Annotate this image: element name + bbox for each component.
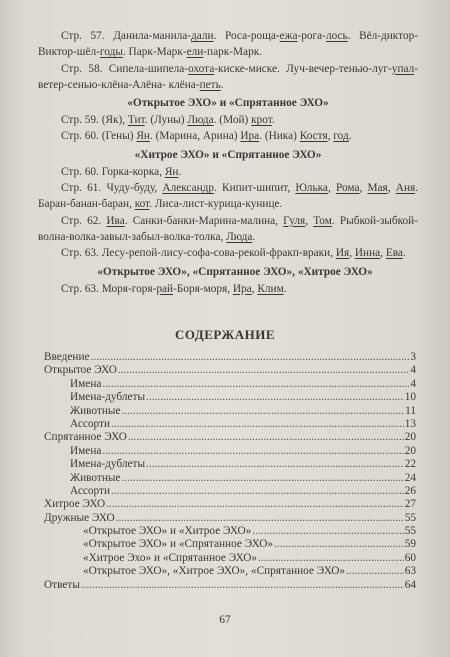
toc-entry-page: 63 (404, 565, 416, 578)
answer-p63b: Стр. 63. Моря-горя-рай-Боря-моря, Ира, Клим. (61, 282, 287, 295)
answers-heading-2: «Хитрое ЭХО» и «Спрятанное ЭХО» (134, 148, 322, 161)
toc-entry-title: «Хитрое Эхо» и «Спрятанное ЭХО» (83, 551, 258, 564)
toc-entry-title: Имена-дублеты (70, 458, 146, 471)
answers-heading-1: «Открытое ЭХО» и «Спрятанное ЭХО» (127, 97, 329, 110)
toc-dot-leader (102, 378, 409, 391)
answers-heading-3: «Открытое ЭХО», «Спрятанное ЭХО», «Хитрое ЭХО» (97, 265, 373, 278)
table-of-contents (38, 351, 416, 592)
toc-entry (38, 405, 416, 418)
toc-entry-title: Хитрое ЭХО (44, 498, 106, 511)
toc-dot-leader (122, 472, 404, 485)
toc-entry-page: 10 (404, 391, 416, 404)
toc-entry-page: 11 (405, 404, 416, 417)
toc-entry (38, 579, 416, 592)
toc-entry (38, 472, 416, 485)
toc-entry-title: «Открытое ЭХО» и «Хитрое ЭХО» (83, 525, 252, 538)
toc-dot-leader (146, 458, 404, 471)
answer-p58: Стр. 58. Сипела-шипела-охота-киске-миске. Луч-вечер-тенью-луг-упал-ветер-сенью-клёна-Алёна- клёна-петь. (38, 62, 419, 91)
toc-entry (38, 418, 416, 431)
toc-entry-page: 55 (404, 511, 416, 524)
toc-entry-page: 24 (404, 471, 416, 484)
toc-entry-page: 59 (404, 538, 416, 551)
toc-entry-page: 60 (404, 551, 416, 564)
toc-entry (38, 538, 416, 551)
answer-p57: Стр. 57. Данила-манила-дали. Роса-роща-ежа-рога-лось. Вёл-диктор-Виктор-шёл-годы. Парк-Марк-ели-парк-Марк. (38, 30, 418, 59)
toc-entry (38, 364, 416, 377)
contents-title: СОДЕРЖАНИЕ (174, 327, 276, 342)
toc-entry-title: Имена (70, 444, 102, 457)
toc-entry (38, 565, 416, 578)
toc-dot-leader (111, 418, 404, 431)
toc-dot-leader (116, 512, 404, 525)
toc-entry-title: Ассорти (70, 417, 111, 430)
toc-dot-leader (274, 538, 404, 551)
toc-entry-title: Введение (44, 351, 90, 363)
toc-entry-page: 4 (410, 377, 416, 390)
toc-entry-title: Имена-дублеты (70, 391, 146, 404)
toc-dot-leader (102, 445, 403, 458)
toc-entry-page: 26 (404, 484, 416, 497)
toc-entry-title: Ассорти (70, 484, 111, 497)
toc-entry (38, 445, 416, 458)
toc-entry-title: Открытое ЭХО (44, 364, 117, 377)
toc-dot-leader (128, 431, 404, 444)
answer-p60a: Стр. 60. (Гены) Ян. (Марина, Арина) Ира. (Ника) Костя, год. (61, 130, 352, 143)
toc-entry-title: Животные (70, 404, 121, 417)
toc-entry-title: Животные (70, 471, 121, 484)
toc-entry-page: 20 (404, 431, 416, 444)
toc-dot-leader (258, 552, 404, 565)
answer-p60b: Стр. 60. Горка-корка, Ян. (61, 165, 182, 178)
toc-dot-leader (346, 565, 404, 578)
toc-dot-leader (122, 405, 405, 418)
toc-entry-page: 13 (404, 417, 416, 430)
toc-entry (38, 512, 416, 525)
toc-entry-page: 55 (404, 525, 416, 538)
toc-dot-leader (118, 364, 409, 377)
toc-dot-leader (252, 525, 403, 538)
toc-entry-title: «Открытое ЭХО», «Хитрое ЭХО», «Спрятанное ЭХО» (83, 565, 346, 578)
toc-entry-page: 27 (404, 498, 416, 511)
answer-p63a: Стр. 63. Лесу-репой-лису-софа-сова-рекой-фракп-враки, Ия, Инна, Ева. (61, 247, 406, 260)
toc-dot-leader (106, 498, 404, 511)
toc-entry-title: Дружные ЭХО (44, 511, 115, 524)
toc-entry (38, 458, 416, 471)
toc-entry-page: 4 (410, 364, 416, 377)
toc-entry-title: «Открытое ЭХО» и «Спрятанное ЭХО» (83, 538, 274, 551)
toc-entry-page: 22 (404, 458, 416, 471)
toc-dot-leader (91, 351, 410, 364)
toc-dot-leader (81, 579, 404, 592)
toc-entry (38, 391, 416, 404)
toc-entry-page: 20 (404, 444, 416, 457)
toc-entry (38, 498, 416, 511)
toc-entry-page: 64 (404, 578, 416, 591)
toc-entry (38, 525, 416, 538)
toc-entry (38, 378, 416, 391)
toc-entry-title: Имена (70, 377, 102, 390)
toc-entry (38, 552, 416, 565)
toc-entry (38, 485, 416, 498)
toc-entry-title: Ответы (44, 578, 80, 591)
toc-dot-leader (111, 485, 404, 498)
answer-p59: Стр. 59. (Як), Тит. (Луны) Люда. (Мой) крот. (61, 114, 275, 127)
toc-entry-page: 3 (410, 351, 416, 363)
toc-entry (38, 351, 416, 364)
toc-dot-leader (146, 391, 404, 404)
answer-p62: Стр. 62. Ива. Санки-банки-Марина-малина, Гуля, Том. Рыбкой-зыбкой-волна-волка-завыл-забыл-волка-толка, Люда. (38, 214, 418, 243)
toc-entry-title: Спрятанное ЭХО (44, 431, 127, 444)
answers-section (38, 28, 418, 297)
page-number: 67 (219, 614, 231, 626)
toc-entry (38, 431, 416, 444)
answer-p61: Стр. 61. Чуду-буду, Александр. Кипит-шипит, Юлька, Рома, Мая, Аня. Баран-банан-баран, кот. Лиса-лист-курица-кунице. (38, 182, 419, 211)
